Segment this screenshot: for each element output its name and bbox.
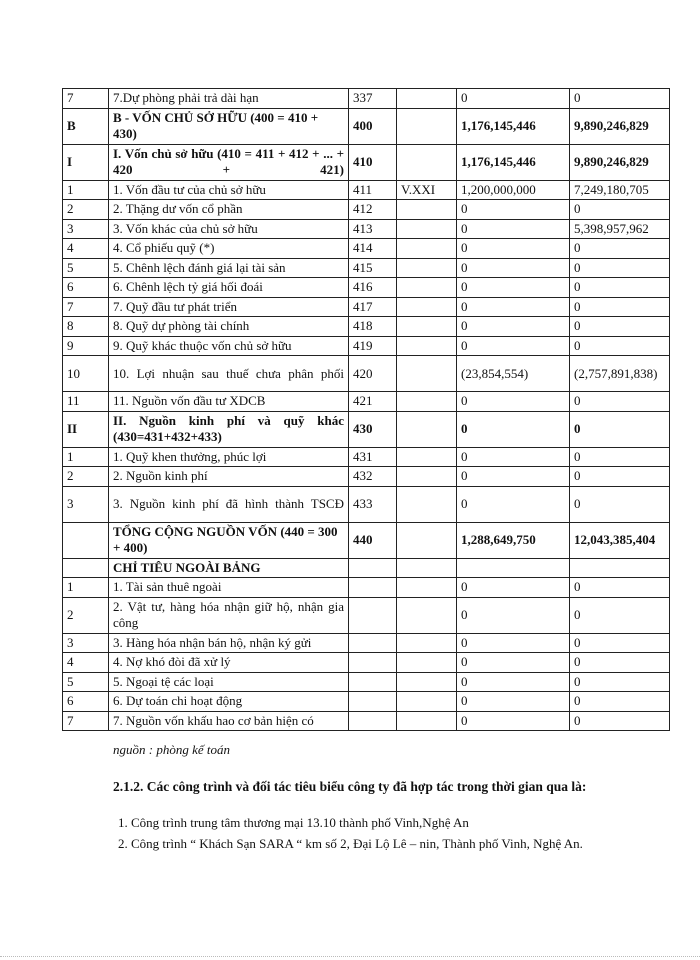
cell-note: [397, 653, 457, 673]
cell-name: 10. Lợi nhuận sau thuế chưa phân phối: [109, 356, 349, 392]
cell-code: [349, 711, 397, 731]
cell-stt: 6: [63, 278, 109, 298]
cell-code: 413: [349, 219, 397, 239]
cell-begin: 0: [570, 258, 670, 278]
cell-note: [397, 522, 457, 558]
cell-code: 412: [349, 200, 397, 220]
cell-end: 0: [457, 258, 570, 278]
cell-stt: 2: [63, 200, 109, 220]
table-row: [63, 558, 670, 578]
cell-name: 9. Quỹ khác thuộc vốn chủ sở hữu: [109, 336, 349, 356]
cell-begin: 0: [570, 89, 670, 109]
cell-stt: 2: [63, 597, 109, 633]
cell-note: [397, 297, 457, 317]
cell-name: 4. Nợ khó đòi đã xử lý: [109, 653, 349, 673]
cell-code: 418: [349, 317, 397, 337]
cell-end: (23,854,554): [457, 356, 570, 392]
cell-code: [349, 558, 397, 578]
table-row: [63, 692, 670, 712]
table-row: [63, 711, 670, 731]
cell-note: [397, 108, 457, 144]
cell-stt: 3: [63, 219, 109, 239]
project-item-2: 2. Công trình “ Khách Sạn SARA “ km số 2, Đại Lộ Lê – nin, Thành phố Vinh, Nghệ An.: [118, 836, 583, 851]
table-row: [63, 144, 670, 180]
cell-note: [397, 392, 457, 412]
cell-note: [397, 578, 457, 598]
cell-begin: 0: [570, 597, 670, 633]
cell-end: 1,176,145,446: [457, 144, 570, 180]
table-row: [63, 336, 670, 356]
cell-stt: 8: [63, 317, 109, 337]
cell-code: 411: [349, 180, 397, 200]
cell-begin: 0: [570, 392, 670, 412]
table-row: [63, 108, 670, 144]
cell-name: 1. Vốn đầu tư của chủ sở hữu: [109, 180, 349, 200]
cell-begin: 0: [570, 711, 670, 731]
cell-code: 410: [349, 144, 397, 180]
cell-stt: 4: [63, 653, 109, 673]
cell-code: 432: [349, 467, 397, 487]
cell-name: 7.Dự phòng phải trả dài hạn: [109, 89, 349, 109]
cell-note: [397, 711, 457, 731]
cell-code: 416: [349, 278, 397, 298]
table-row: [63, 578, 670, 598]
table-row: [63, 411, 670, 447]
cell-stt: B: [63, 108, 109, 144]
table-row: [63, 200, 670, 220]
source-note: nguồn : phòng kế toán: [113, 742, 230, 757]
cell-begin: 0: [570, 578, 670, 598]
cell-begin: 0: [570, 200, 670, 220]
cell-begin: 7,249,180,705: [570, 180, 670, 200]
cell-begin: [570, 558, 670, 578]
table-row: [63, 219, 670, 239]
cell-code: [349, 672, 397, 692]
cell-begin: 0: [570, 239, 670, 259]
cell-note: [397, 447, 457, 467]
cell-end: 0: [457, 219, 570, 239]
cell-begin: 5,398,957,962: [570, 219, 670, 239]
cell-name: 4. Cổ phiếu quỹ (*): [109, 239, 349, 259]
cell-name: I. Vốn chủ sở hữu (410 = 411 + 412 + ... + 420 + 421): [109, 144, 349, 180]
project-item-1: 1. Công trình trung tâm thương mại 13.10 thành phố Vinh,Nghệ An: [118, 815, 469, 830]
cell-note: [397, 200, 457, 220]
balance-sheet-table: [62, 88, 670, 731]
cell-name: 2. Vật tư, hàng hóa nhận giữ hộ, nhận gia công: [109, 597, 349, 633]
cell-end: 0: [457, 597, 570, 633]
cell-code: [349, 578, 397, 598]
cell-code: [349, 597, 397, 633]
cell-note: [397, 467, 457, 487]
cell-end: 0: [457, 278, 570, 298]
cell-stt: 4: [63, 239, 109, 259]
cell-begin: 0: [570, 317, 670, 337]
cell-note: [397, 239, 457, 259]
cell-begin: 0: [570, 692, 670, 712]
cell-end: 0: [457, 653, 570, 673]
cell-note: [397, 597, 457, 633]
cell-note: [397, 672, 457, 692]
cell-stt: 1: [63, 447, 109, 467]
cell-name: TỔNG CỘNG NGUỒN VỐN (440 = 300 + 400): [109, 522, 349, 558]
table-row: [63, 467, 670, 487]
cell-name: 7. Nguồn vốn khấu hao cơ bản hiện có: [109, 711, 349, 731]
cell-note: V.XXI: [397, 180, 457, 200]
cell-name: 3. Hàng hóa nhận bán hộ, nhận ký gửi: [109, 633, 349, 653]
cell-begin: 9,890,246,829: [570, 144, 670, 180]
cell-name: 11. Nguồn vốn đầu tư XDCB: [109, 392, 349, 412]
cell-end: [457, 558, 570, 578]
cell-note: [397, 486, 457, 522]
cell-end: 0: [457, 578, 570, 598]
table-row: [63, 597, 670, 633]
cell-stt: 3: [63, 486, 109, 522]
cell-note: [397, 692, 457, 712]
cell-code: 440: [349, 522, 397, 558]
table-row: [63, 653, 670, 673]
cell-end: 0: [457, 447, 570, 467]
section-heading: 2.1.2. Các công trình và đối tác tiêu biểu công ty đã hợp tác trong thời gian qua là:: [113, 779, 587, 794]
cell-end: 0: [457, 336, 570, 356]
cell-name: 7. Quỹ đầu tư phát triển: [109, 297, 349, 317]
cell-stt: [63, 522, 109, 558]
cell-stt: 7: [63, 711, 109, 731]
table-row: [63, 672, 670, 692]
cell-note: [397, 336, 457, 356]
cell-code: [349, 692, 397, 712]
cell-end: 0: [457, 692, 570, 712]
cell-end: 0: [457, 633, 570, 653]
cell-code: 430: [349, 411, 397, 447]
cell-begin: 0: [570, 486, 670, 522]
cell-begin: 12,043,385,404: [570, 522, 670, 558]
table-row: [63, 317, 670, 337]
cell-end: 0: [457, 486, 570, 522]
cell-end: 1,200,000,000: [457, 180, 570, 200]
cell-stt: 7: [63, 89, 109, 109]
cell-name: 2. Nguồn kinh phí: [109, 467, 349, 487]
cell-begin: (2,757,891,838): [570, 356, 670, 392]
table-row: [63, 239, 670, 259]
cell-end: 0: [457, 317, 570, 337]
cell-stt: [63, 558, 109, 578]
cell-name: II. Nguồn kinh phí và quỹ khác (430=431+432+433): [109, 411, 349, 447]
table-row: [63, 392, 670, 412]
cell-end: 0: [457, 411, 570, 447]
cell-end: 0: [457, 392, 570, 412]
cell-begin: 9,890,246,829: [570, 108, 670, 144]
cell-end: 1,176,145,446: [457, 108, 570, 144]
cell-end: 1,288,649,750: [457, 522, 570, 558]
cell-begin: 0: [570, 447, 670, 467]
cell-stt: I: [63, 144, 109, 180]
cell-name: 1. Quỹ khen thưởng, phúc lợi: [109, 447, 349, 467]
cell-name: 8. Quỹ dự phòng tài chính: [109, 317, 349, 337]
cell-name: 3. Vốn khác của chủ sở hữu: [109, 219, 349, 239]
cell-name: 2. Thặng dư vốn cổ phần: [109, 200, 349, 220]
cell-end: 0: [457, 711, 570, 731]
cell-name: CHỈ TIÊU NGOÀI BẢNG: [109, 558, 349, 578]
cell-note: [397, 411, 457, 447]
cell-end: 0: [457, 467, 570, 487]
cell-stt: 11: [63, 392, 109, 412]
balance-sheet-body: [63, 89, 670, 731]
cell-begin: 0: [570, 278, 670, 298]
cell-code: 433: [349, 486, 397, 522]
cell-begin: 0: [570, 411, 670, 447]
cell-code: [349, 653, 397, 673]
cell-code: 414: [349, 239, 397, 259]
cell-stt: 1: [63, 180, 109, 200]
cell-stt: 3: [63, 633, 109, 653]
cell-stt: 5: [63, 672, 109, 692]
cell-code: 431: [349, 447, 397, 467]
cell-code: 419: [349, 336, 397, 356]
cell-begin: 0: [570, 672, 670, 692]
cell-name: 5. Ngoại tệ các loại: [109, 672, 349, 692]
cell-begin: 0: [570, 297, 670, 317]
cell-begin: 0: [570, 336, 670, 356]
cell-end: 0: [457, 89, 570, 109]
cell-code: 400: [349, 108, 397, 144]
cell-begin: 0: [570, 467, 670, 487]
cell-note: [397, 144, 457, 180]
table-row: [63, 633, 670, 653]
cell-end: 0: [457, 200, 570, 220]
cell-stt: 1: [63, 578, 109, 598]
cell-name: 6. Chênh lệch tỷ giá hối đoái: [109, 278, 349, 298]
cell-stt: 10: [63, 356, 109, 392]
cell-code: 420: [349, 356, 397, 392]
cell-note: [397, 258, 457, 278]
table-row: [63, 356, 670, 392]
cell-end: 0: [457, 672, 570, 692]
cell-note: [397, 89, 457, 109]
cell-note: [397, 219, 457, 239]
cell-code: 415: [349, 258, 397, 278]
table-row: [63, 278, 670, 298]
cell-code: 337: [349, 89, 397, 109]
cell-note: [397, 278, 457, 298]
cell-stt: 6: [63, 692, 109, 712]
cell-note: [397, 356, 457, 392]
cell-name: 5. Chênh lệch đánh giá lại tài sản: [109, 258, 349, 278]
cell-note: [397, 558, 457, 578]
table-row: [63, 486, 670, 522]
cell-name: 3. Nguồn kinh phí đã hình thành TSCĐ: [109, 486, 349, 522]
cell-name: 6. Dự toán chi hoạt động: [109, 692, 349, 712]
cell-begin: 0: [570, 633, 670, 653]
cell-code: [349, 633, 397, 653]
cell-name: B - VỐN CHỦ SỞ HỮU (400 = 410 + 430): [109, 108, 349, 144]
table-row: [63, 447, 670, 467]
page-bottom-divider: [0, 956, 700, 957]
cell-end: 0: [457, 239, 570, 259]
cell-name: 1. Tài sản thuê ngoài: [109, 578, 349, 598]
table-row: [63, 89, 670, 109]
cell-note: [397, 317, 457, 337]
table-row: [63, 522, 670, 558]
cell-stt: 7: [63, 297, 109, 317]
cell-stt: II: [63, 411, 109, 447]
cell-begin: 0: [570, 653, 670, 673]
cell-note: [397, 633, 457, 653]
cell-end: 0: [457, 297, 570, 317]
cell-code: 417: [349, 297, 397, 317]
cell-stt: 2: [63, 467, 109, 487]
cell-code: 421: [349, 392, 397, 412]
table-row: [63, 297, 670, 317]
table-row: [63, 258, 670, 278]
cell-stt: 9: [63, 336, 109, 356]
cell-stt: 5: [63, 258, 109, 278]
table-row: [63, 180, 670, 200]
